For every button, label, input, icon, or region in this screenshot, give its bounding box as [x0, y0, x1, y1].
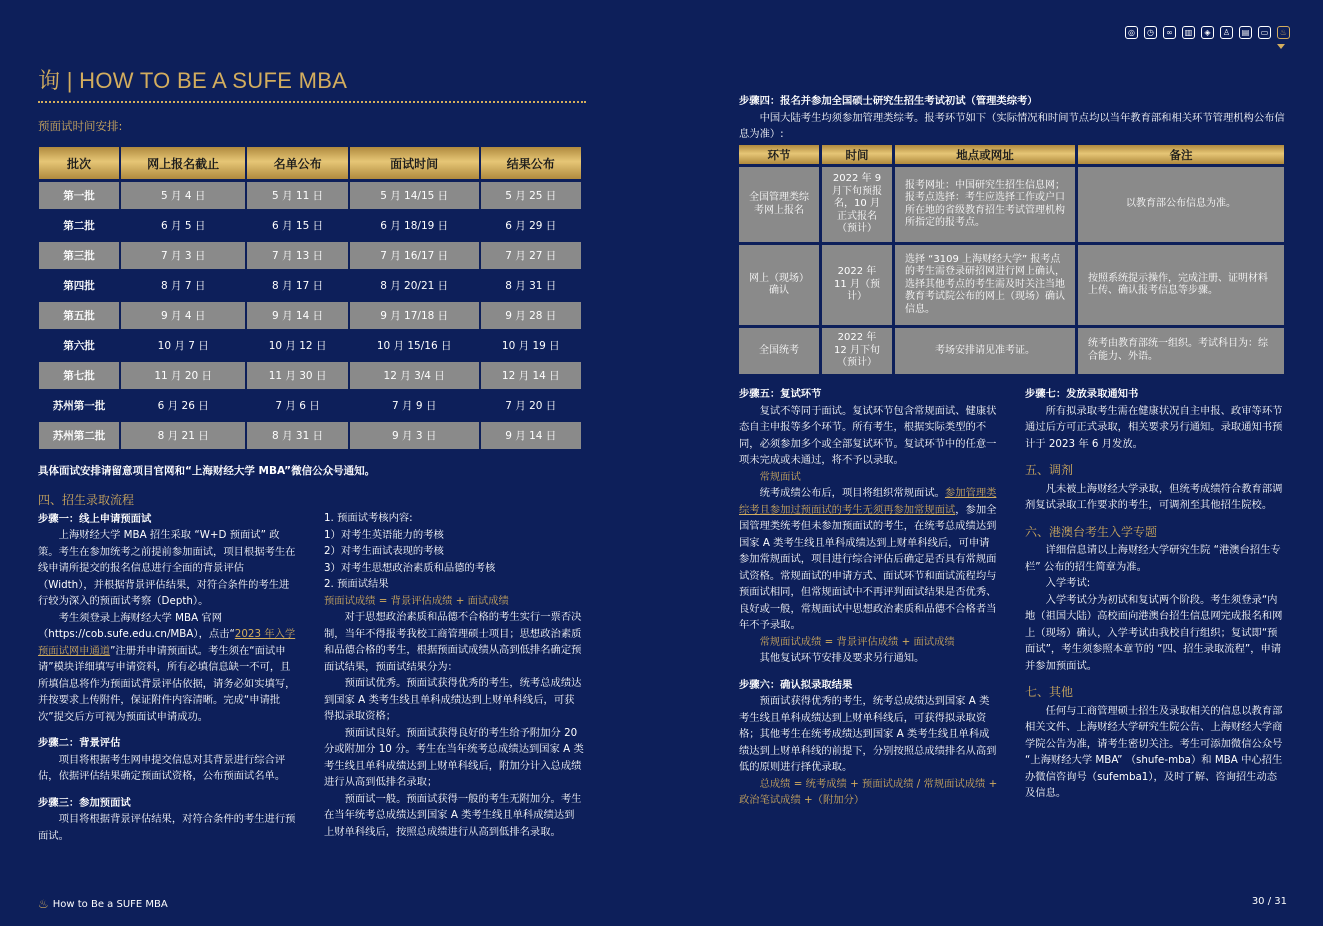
- process-cell: 以教育部公布信息为准。: [1078, 167, 1284, 242]
- date-cell: 10 月 7 日: [157, 340, 209, 352]
- exam-process-table: [736, 142, 1287, 377]
- text-span: ”注册并申请预面试。考生须在“面试申请”模块详细填写申请资料，所有必填信息缺一不可，且所填信息将作为预面试背景评估依据，请务必如实填写，并按要求上传附件，保证附件内容清晰。完成“申请批次”提交后方可视为预面试申请成功。: [38, 644, 296, 723]
- process-header: 地点或网址: [895, 145, 1075, 164]
- paragraph: 预面试优秀。预面试获得优秀的考生，统考总成绩达到国家 A 类考生线且单科成绩达到上财单科线后，可获得拟录取资格；: [324, 677, 582, 722]
- batch-cell: 苏州第二批: [39, 422, 119, 449]
- date-cell: 8 月 17 日: [272, 280, 324, 292]
- text-span: 考生须登录上海财经大学 MBA 官网（https://cob.sufe.edu.cn/MBA），点击“: [38, 611, 235, 640]
- schedule-header: 名单公布: [247, 147, 347, 179]
- text-span: ，参加全国管理类统考但未参加预面试的考生，在统考总成绩达到国家 A 类考生线且单科成绩达到上财单科线后，可申请参加常规面试，项目进行综合评估后确定是否具有常规面试资格。常规面试的申请方式、面试环节和面试流程均与预面试相同，但常规面试中不再评判面试结果是否优秀、良好或一般，常规面试中思想政治素质和品德不合格者当年不予录取。: [739, 503, 997, 631]
- date-cell: 6 月 26 日: [157, 400, 209, 412]
- process-cell: 2022 年 11 月（预计）: [822, 245, 892, 325]
- date-cell: 12 月 3/4 日: [350, 362, 479, 389]
- process-cell: 网上（现场）确认: [739, 245, 819, 325]
- paragraph: 详细信息请以上海财经大学研究生院 “港澳台招生专栏” 公布的招生简章为准。: [1025, 544, 1281, 573]
- step-title: 步骤二：背景评估: [38, 737, 121, 749]
- paragraph: 项目将根据背景评估结果，对符合条件的考生进行预面试。: [38, 813, 296, 842]
- preinterview-details: [324, 510, 584, 840]
- document-icon[interactable]: ▤: [1239, 26, 1252, 39]
- nav-indicator-icon: [1277, 44, 1285, 49]
- paragraph: [38, 610, 298, 726]
- subheading: 常规面试: [759, 470, 801, 483]
- paragraph: 凡未被上海财经大学录取，但统考成绩符合教育部调剂复试录取工作要求的考生，可调剂至其他招生院校。: [1025, 482, 1283, 511]
- date-cell: 5 月 14/15 日: [350, 182, 479, 209]
- paragraph: 预面试一般。预面试获得一般的考生无附加分。考生在当年统考总成绩达到国家 A 类考生线且单科成绩达到上财单科线后，按照总成绩进行从高到低排名录取。: [324, 792, 582, 838]
- step-title: 步骤六：确认拟录取结果: [739, 678, 853, 691]
- date-cell: 10 月 15/16 日: [376, 340, 452, 352]
- date-cell: 9 月 14 日: [481, 422, 581, 449]
- process-header: 时间: [822, 145, 892, 164]
- date-cell: 9 月 28 日: [481, 302, 581, 329]
- date-cell: 5 月 25 日: [481, 182, 581, 209]
- date-cell: 7 月 27 日: [481, 242, 581, 269]
- batch-cell: 苏州第一批: [52, 400, 106, 412]
- footer-title: How to Be a SUFE MBA: [52, 898, 168, 910]
- clock-icon[interactable]: ◷: [1144, 26, 1157, 39]
- batch-cell: 第一批: [39, 182, 119, 209]
- schedule-header: 批次: [39, 147, 119, 179]
- process-cell: 考场安排请见准考证。: [895, 328, 1075, 374]
- schedule-header: 结果公布: [481, 147, 581, 179]
- list-item: 1. 预面试考核内容:: [324, 512, 413, 524]
- paragraph: 其他复试环节安排及要求另行通知。: [759, 652, 925, 664]
- formula: 常规面试成绩 = 背景评估成绩 + 面试成绩: [759, 635, 955, 648]
- process-header: 备注: [1078, 145, 1284, 164]
- date-cell: 11 月 30 日: [247, 362, 347, 389]
- process-cell: 全国管理类综考网上报名: [739, 167, 819, 242]
- schedule-note: 具体面试安排请留意项目官网和“上海财经大学 MBA”微信公众号通知。: [38, 465, 376, 477]
- page-number: 30 / 31: [1251, 896, 1287, 907]
- tag-icon[interactable]: ◈: [1201, 26, 1214, 39]
- date-cell: 9 月 3 日: [350, 422, 479, 449]
- paragraph: 入学考试:: [1045, 577, 1091, 589]
- text-span: 统考成绩公布后，项目将组织常规面试。: [759, 487, 945, 499]
- section-heading: 七、其他: [1025, 685, 1074, 699]
- date-cell: 8 月 20/21 日: [380, 280, 449, 292]
- date-cell: 6 月 5 日: [161, 220, 206, 232]
- batch-cell: 第五批: [39, 302, 119, 329]
- flame-icon: ♨: [38, 897, 49, 911]
- paragraph: 中国大陆考生均须参加管理类综考。报考环节如下（实际情况和时间节点均以当年教育部和相关环节管理机构公布信息为准）:: [739, 111, 1285, 140]
- table-row: [39, 422, 581, 449]
- schedule-header: 面试时间: [350, 147, 479, 179]
- date-cell: 6 月 15 日: [272, 220, 324, 232]
- top-nav: [1125, 26, 1290, 39]
- date-cell: 9 月 4 日: [121, 302, 245, 329]
- book-icon[interactable]: ▥: [1182, 26, 1195, 39]
- table-row: [39, 182, 581, 209]
- table-row: [39, 302, 581, 329]
- person-icon[interactable]: ♙: [1220, 26, 1233, 39]
- process-header: 环节: [739, 145, 819, 164]
- schedule-heading: 预面试时间安排:: [38, 119, 123, 133]
- step-title: 步骤四：报名并参加全国硕士研究生招生考试初试（管理类综考）: [739, 95, 1038, 107]
- process-cell: 2022 年 12 月下旬（预计）: [822, 328, 892, 374]
- laptop-icon[interactable]: ▭: [1258, 26, 1271, 39]
- schedule-header: 网上报名截止: [121, 147, 245, 179]
- process-cell: 按照系统提示操作，完成注册、证明材料上传、确认报考信息等步骤。: [1078, 245, 1284, 325]
- process-cell: 选择 “3109 上海财经大学” 报考点的考生需登录研招网进行网上确认，选择其他考点的考生需及时关注当地教育考试院公布的网上（现场）确认信息。: [895, 245, 1075, 325]
- formula: 总成绩 = 统考成绩 + 预面试成绩 / 常规面试成绩 + 政治笔试成绩 +（附加分）: [739, 777, 998, 806]
- globe-icon[interactable]: ◎: [1125, 26, 1138, 39]
- apply-link[interactable]: 2023 年入学预面试网申通道: [38, 628, 296, 657]
- section-heading: 六、港澳台考生入学专题: [1025, 524, 1158, 539]
- table-row: [39, 392, 581, 419]
- batch-cell: 第三批: [39, 242, 119, 269]
- step-title: 步骤七：发放录取通知书: [1025, 388, 1139, 400]
- list-item: 3）对考生思想政治素质和品德的考核: [324, 561, 496, 574]
- process-cell: 全国统考: [739, 328, 819, 374]
- highlight-text: 参加管理类综考且参加过预面试的考生无须再参加常规面试: [739, 487, 997, 516]
- paragraph: 预面试获得优秀的考生，统考总成绩达到国家 A 类考生线且单科成绩达到上财单科线后，可获得拟录取资格；其他考生在统考成绩达到国家 A 类考生线且单科成绩达到上财单科线的前提下，分别按照总成绩排名从高到低的原则进行择优录取。: [739, 695, 997, 773]
- paragraph: 项目将根据考生网申提交信息对其背景进行综合评估，依据评估结果确定预面试资格，公布预面试名单。: [38, 753, 286, 782]
- paragraph: [739, 485, 999, 634]
- batch-cell: 第二批: [63, 220, 95, 232]
- date-cell: 7 月 20 日: [505, 400, 557, 412]
- date-cell: 8 月 31 日: [505, 280, 557, 292]
- paragraph: 任何与工商管理硕士招生及录取相关的信息以教育部相关文件、上海财经大学研究生院公告、上海财经大学商学院公告为准，请考生密切关注。考生可添加微信公众号 “上海财经大学 MBA” （shufe-mba）和 MBA 中心招生办微信咨询号（sufemba1），及时了解、咨询招生动态及信息。: [1025, 704, 1283, 799]
- steps-7-and-others: [1025, 386, 1286, 802]
- table-row: [39, 332, 581, 359]
- date-cell: 12 月 14 日: [481, 362, 581, 389]
- date-cell: 8 月 21 日: [121, 422, 245, 449]
- paragraph: 预面试良好。预面试获得良好的考生给予附加分 20 分或附加分 10 分。考生在当年统考总成绩达到国家 A 类考生线且单科成绩达到上财单科线后，附加分计入总成绩进行从高到低排名录取；: [324, 726, 584, 788]
- flame-icon[interactable]: ♨: [1277, 26, 1290, 39]
- date-cell: 5 月 11 日: [247, 182, 347, 209]
- section-heading: 四、招生录取流程: [38, 493, 135, 507]
- date-cell: 11 月 20 日: [121, 362, 245, 389]
- admission-process: [38, 492, 298, 844]
- date-cell: 10 月 12 日: [268, 340, 327, 352]
- steps-5-6: [739, 386, 999, 809]
- table-row: [39, 242, 581, 269]
- process-cell: 2022 年 9 月下旬预报名，10 月正式报名（预计）: [822, 167, 892, 242]
- schedule-table: [37, 144, 583, 452]
- paragraph: 上海财经大学 MBA 招生采取 “W+D 预面试” 政策。考生在参加统考之前提前参加面试，项目根据考生在线申请所提交的报名信息进行全面的背景评估（Width），并根据背景评估结果，对符合条件的考生进行较为深入的预面试考察（Depth）。: [38, 529, 296, 607]
- step-title: 步骤五：复试环节: [739, 388, 822, 400]
- date-cell: 7 月 9 日: [391, 400, 437, 412]
- batch-cell: 第七批: [39, 362, 119, 389]
- date-cell: 8 月 31 日: [247, 422, 347, 449]
- date-cell: 9 月 14 日: [247, 302, 347, 329]
- step-title: 步骤三：参加预面试: [38, 796, 131, 809]
- date-cell: 6 月 29 日: [505, 220, 557, 232]
- process-cell: 统考由教育部统一组织。考试科目为：综合能力、外语。: [1078, 328, 1284, 374]
- title-divider: [38, 101, 586, 103]
- paragraph: 对于思想政治素质和品德不合格的考生实行一票否决制，当年不得报考我校工商管理硕士项目；思想政治素质和品德合格的考生，根据预面试成绩从高到低排名确定预面试结果，预面试结果分为：: [324, 611, 582, 673]
- paragraph: 入学考试分为初试和复试两个阶段。考生须登录“内地（祖国大陆）高校面向港澳台招生信息网完成报名和网上（现场）确认，入学考试由我校自行组织；复试即“预面试”，考生须参照本章节的 “四、招生录取流程”，申请并参加预面试。: [1025, 593, 1283, 672]
- date-cell: 7 月 16/17 日: [350, 242, 479, 269]
- table-row: [39, 362, 581, 389]
- paragraph: 复试不等同于面试。复试环节包含常规面试、健康状态自主申报等多个环节。所有考生，根据实际类型的不同，必须参加多个或全部复试环节。复试环节中的任意一项未完成或未通过，将不予以录取。: [739, 404, 997, 466]
- list-item: 1）对考生英语能力的考核: [324, 528, 444, 541]
- batch-cell: 第六批: [63, 340, 95, 352]
- batch-cell: 第四批: [63, 280, 95, 292]
- date-cell: 6 月 18/19 日: [380, 220, 449, 232]
- date-cell: 7 月 6 日: [275, 400, 320, 412]
- people-icon[interactable]: ∞: [1163, 26, 1176, 39]
- date-cell: 9 月 17/18 日: [350, 302, 479, 329]
- table-row: [39, 212, 581, 239]
- date-cell: 10 月 19 日: [501, 340, 560, 352]
- step-title: 步骤一：线上申请预面试: [38, 512, 152, 525]
- step4-intro: [739, 93, 1286, 143]
- footer-left: [38, 897, 168, 911]
- table-row: [39, 272, 581, 299]
- list-item: 2）对考生面试表现的考核: [324, 545, 444, 557]
- page-title: 询 | HOW TO BE A SUFE MBA: [38, 68, 348, 93]
- date-cell: 8 月 7 日: [161, 280, 206, 292]
- date-cell: 5 月 4 日: [121, 182, 245, 209]
- process-cell: 报考网址：中国研究生招生信息网；报考点选择：考生应选择工作或户口所在地的省级教育招生考试管理机构所指定的报考点。: [895, 167, 1075, 242]
- date-cell: 7 月 3 日: [121, 242, 245, 269]
- date-cell: 7 月 13 日: [247, 242, 347, 269]
- paragraph: 所有拟录取考生需在健康状况自主申报、政审等环节通过后方可正式录取，相关要求另行通知。录取通知书预计于 2023 年 6 月发放。: [1025, 404, 1283, 450]
- section-heading: 五、调剂: [1025, 463, 1074, 477]
- list-item: 2. 预面试结果: [324, 578, 389, 590]
- formula: 预面试成绩 = 背景评估成绩 + 面试成绩: [324, 594, 509, 607]
